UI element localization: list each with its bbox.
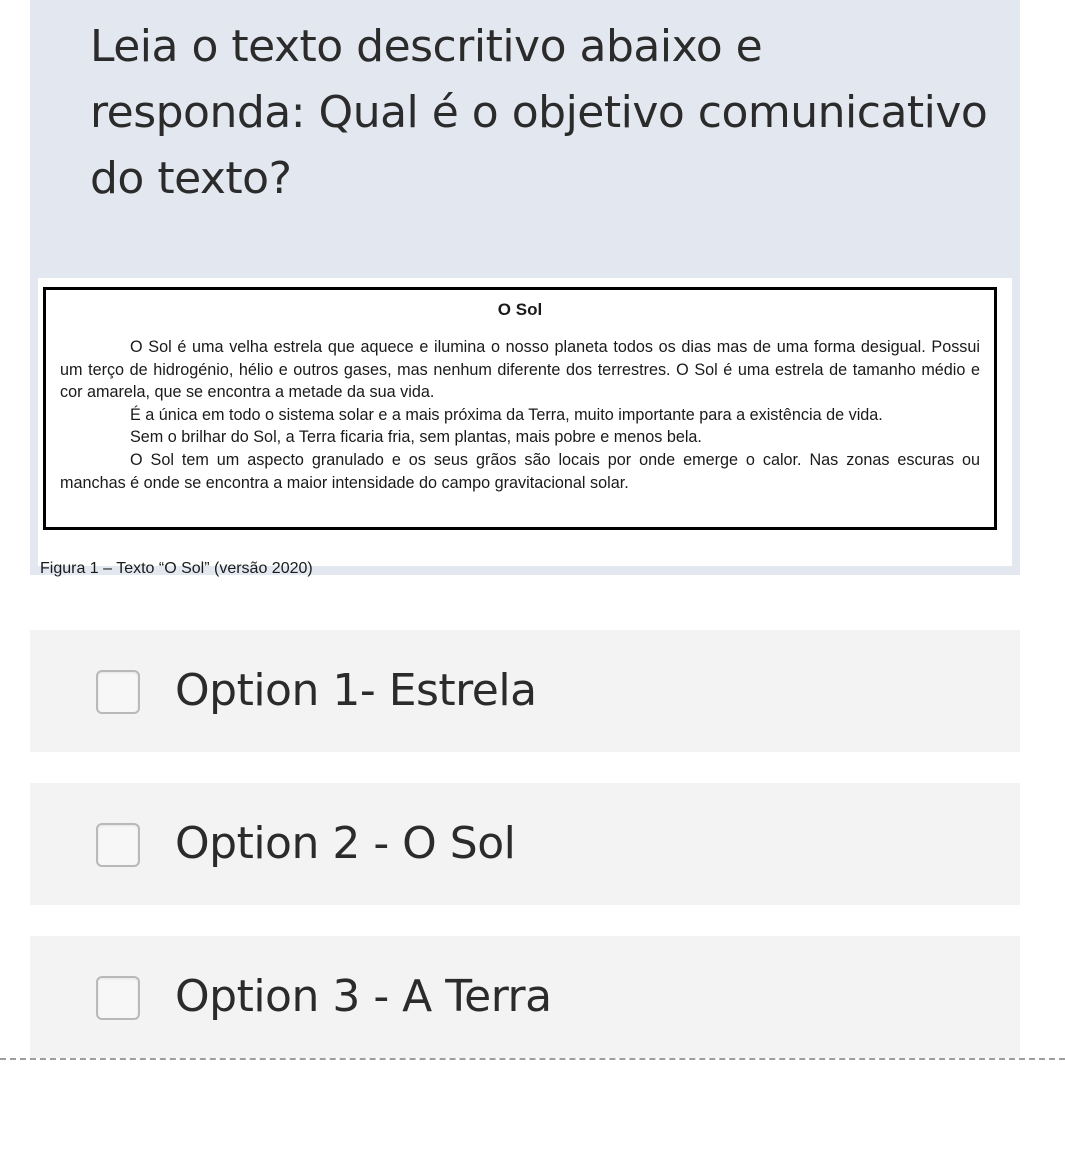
figure-caption-text: Figura 1 – Texto “O Sol” (versão 2020) (40, 560, 313, 577)
document-box (43, 287, 997, 530)
question-title: Leia o texto descritivo abaixo e responda: Qual é o objetivo comunicativo do texto? (90, 21, 988, 204)
checkbox-option-3[interactable] (96, 976, 140, 1020)
question-card (30, 0, 1020, 575)
document-paragraph: O Sol é uma velha estrela que aquece e ilumina o nosso planeta todos os dias mas de uma forma desigual. Possui um terço de hidrogénio, hélio e outros gases, mas nenhum diferente dos terrestres. O Sol é uma estrela de tamanho médio e cor amarela, que se encontra a metade da sua vida. (60, 338, 980, 402)
document-title: O Sol (497, 300, 543, 319)
option-label: Option 1- Estrela (175, 665, 537, 716)
checkbox-option-2[interactable] (96, 823, 140, 867)
document-paragraph: É a única em todo o sistema solar e a mais próxima da Terra, muito importante para a existência de vida. (130, 405, 883, 424)
option-3[interactable] (30, 936, 1020, 1058)
option-2[interactable] (30, 783, 1020, 905)
option-label: Option 3 - A Terra (175, 971, 552, 1022)
option-1[interactable] (30, 630, 1020, 752)
checkbox-option-1[interactable] (96, 670, 140, 714)
text-image (38, 278, 1012, 577)
option-label: Option 2 - O Sol (175, 818, 516, 869)
figure-caption (38, 540, 1012, 577)
document-paragraph: Sem o brilhar do Sol, a Terra ficaria fria, sem plantas, mais pobre e menos bela. (130, 428, 702, 447)
dashed-divider (0, 1058, 1065, 1060)
document-paragraph: O Sol tem um aspecto granulado e os seus grãos são locais por onde emerge o calor. Nas zonas escuras ou manchas é onde se encontra a maior intensidade do campo gravitacional solar. (60, 450, 980, 492)
